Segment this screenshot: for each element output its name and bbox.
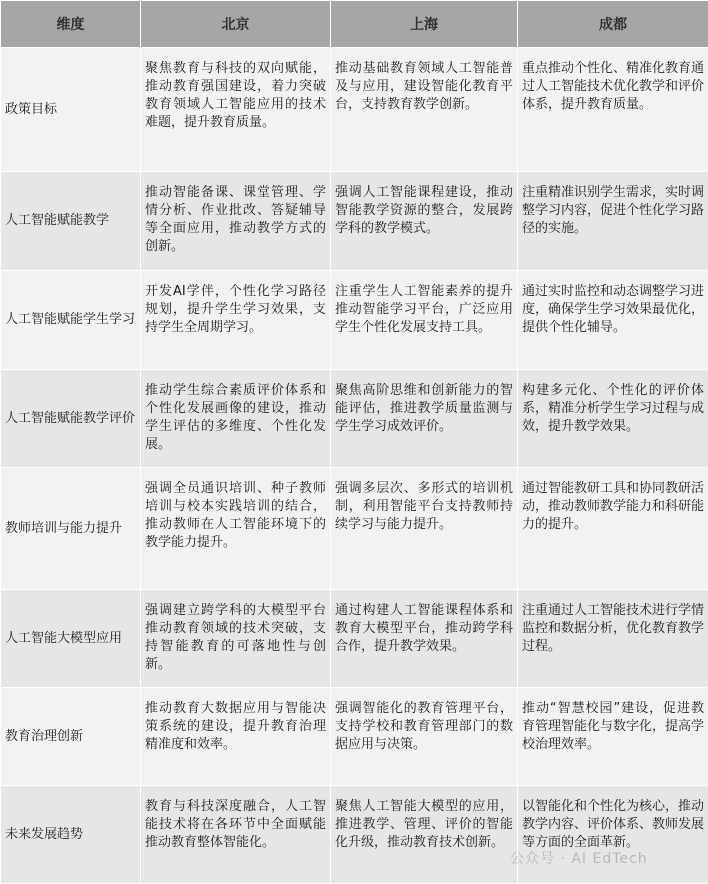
row-dimension: 教师培训与能力提升 [1,468,141,590]
cell-shanghai: 强调人工智能课程建设，推动智能教学资源的整合，发展跨学科的教学模式。 [331,172,518,271]
cell-chengdu: 构建多元化、个性化的评价体系，精准分析学生学习过程与成效，提升教学效果。 [518,370,708,468]
cell-shanghai: 推动基础教育领域人工智能普及与应用，建设智能化教育平台，支持教育教学创新。 [331,48,518,172]
header-shanghai: 上海 [331,1,518,48]
cell-beijing: 强调全员通识培训、种子教师培训与校本实践培训的结合，推动教师在人工智能环境下的教学能力提升。 [141,468,331,590]
cell-beijing: 聚焦教育与科技的双向赋能，推动教育强国建设，着力突破教育领域人工智能应用的技术难题，提升教育质量。 [141,48,331,172]
cell-beijing: 推动智能备课、课堂管理、学情分析、作业批改、答疑辅导等全面应用，推动教学方式的创新。 [141,172,331,271]
cell-beijing: 教育与科技深度融合，人工智能技术将在各环节中全面赋能推动教育整体智能化。 [141,786,331,884]
header-chengdu: 成都 [518,1,708,48]
table-row [1,590,708,688]
table-row [1,688,708,786]
row-dimension: 人工智能赋能教学评价 [1,370,141,468]
cell-shanghai: 强调智能化的教育管理平台，支持学校和教育管理部门的数据应用与决策。 [331,688,518,786]
header-beijing: 北京 [141,1,331,48]
cell-chengdu: 推动“智慧校园”建设，促进教育管理智能化与数字化，提高学校治理效率。 [518,688,708,786]
cell-beijing: 推动教育大数据应用与智能决策系统的建设，提升教育治理精准度和效率。 [141,688,331,786]
row-dimension: 教育治理创新 [1,688,141,786]
cell-shanghai: 聚焦高阶思维和创新能力的智能评估，推进教学质量监测与学生学习成效评价。 [331,370,518,468]
row-dimension: 人工智能赋能学生学习 [1,271,141,370]
row-dimension: 政策目标 [1,48,141,172]
cell-shanghai: 通过构建人工智能课程体系和教育大模型平台，推动跨学科合作，提升教学效果。 [331,590,518,688]
table-row [1,271,708,370]
cell-chengdu: 通过实时监控和动态调整学习进度，确保学生学习效果最优化，提供个性化辅导。 [518,271,708,370]
cell-shanghai: 聚焦人工智能大模型的应用，推进教学、管理、评价的智能化升级，推动教育技术创新。 [331,786,518,884]
row-dimension: 人工智能赋能教学 [1,172,141,271]
cell-chengdu: 注重通过人工智能技术进行学情监控和数据分析，优化教育教学过程。 [518,590,708,688]
cell-beijing: 推动学生综合素质评价体系和个性化发展画像的建设，推动学生评估的多维度、个性化发展。 [141,370,331,468]
row-dimension: 未来发展趋势 [1,786,141,884]
table-row [1,468,708,590]
cell-beijing: 强调建立跨学科的大模型平台推动教育领域的技术突破，支持智能教育的可落地性与创新。 [141,590,331,688]
row-dimension: 人工智能大模型应用 [1,590,141,688]
table-row [1,48,708,172]
cell-chengdu: 以智能化和个性化为核心，推动教学内容、评价体系、教师发展等方面的全面革新。 [518,786,708,884]
cell-chengdu: 通过智能教研工具和协同教研活动，推动教师教学能力和科研能力的提升。 [518,468,708,590]
cell-chengdu: 注重精准识别学生需求，实时调整学习内容，促进个性化学习路径的实施。 [518,172,708,271]
table-row [1,172,708,271]
watermark: 公众号 · AI EdTech [510,851,648,867]
cell-chengdu: 重点推动个性化、精准化教育通过人工智能技术优化教学和评价体系，提升教育质量。 [518,48,708,172]
header-dimension: 维度 [1,1,141,48]
table-row [1,786,708,884]
table-row [1,370,708,468]
cell-beijing: 开发AI学伴，个性化学习路径规划，提升学生学习效果，支持学生全周期学习。 [141,271,331,370]
cell-shanghai: 注重学生人工智能素养的提升推动智能学习平台，广泛应用学生个性化发展支持工具。 [331,271,518,370]
cell-shanghai: 强调多层次、多形式的培训机制，利用智能平台支持教师持续学习与能力提升。 [331,468,518,590]
header-row [1,1,708,48]
